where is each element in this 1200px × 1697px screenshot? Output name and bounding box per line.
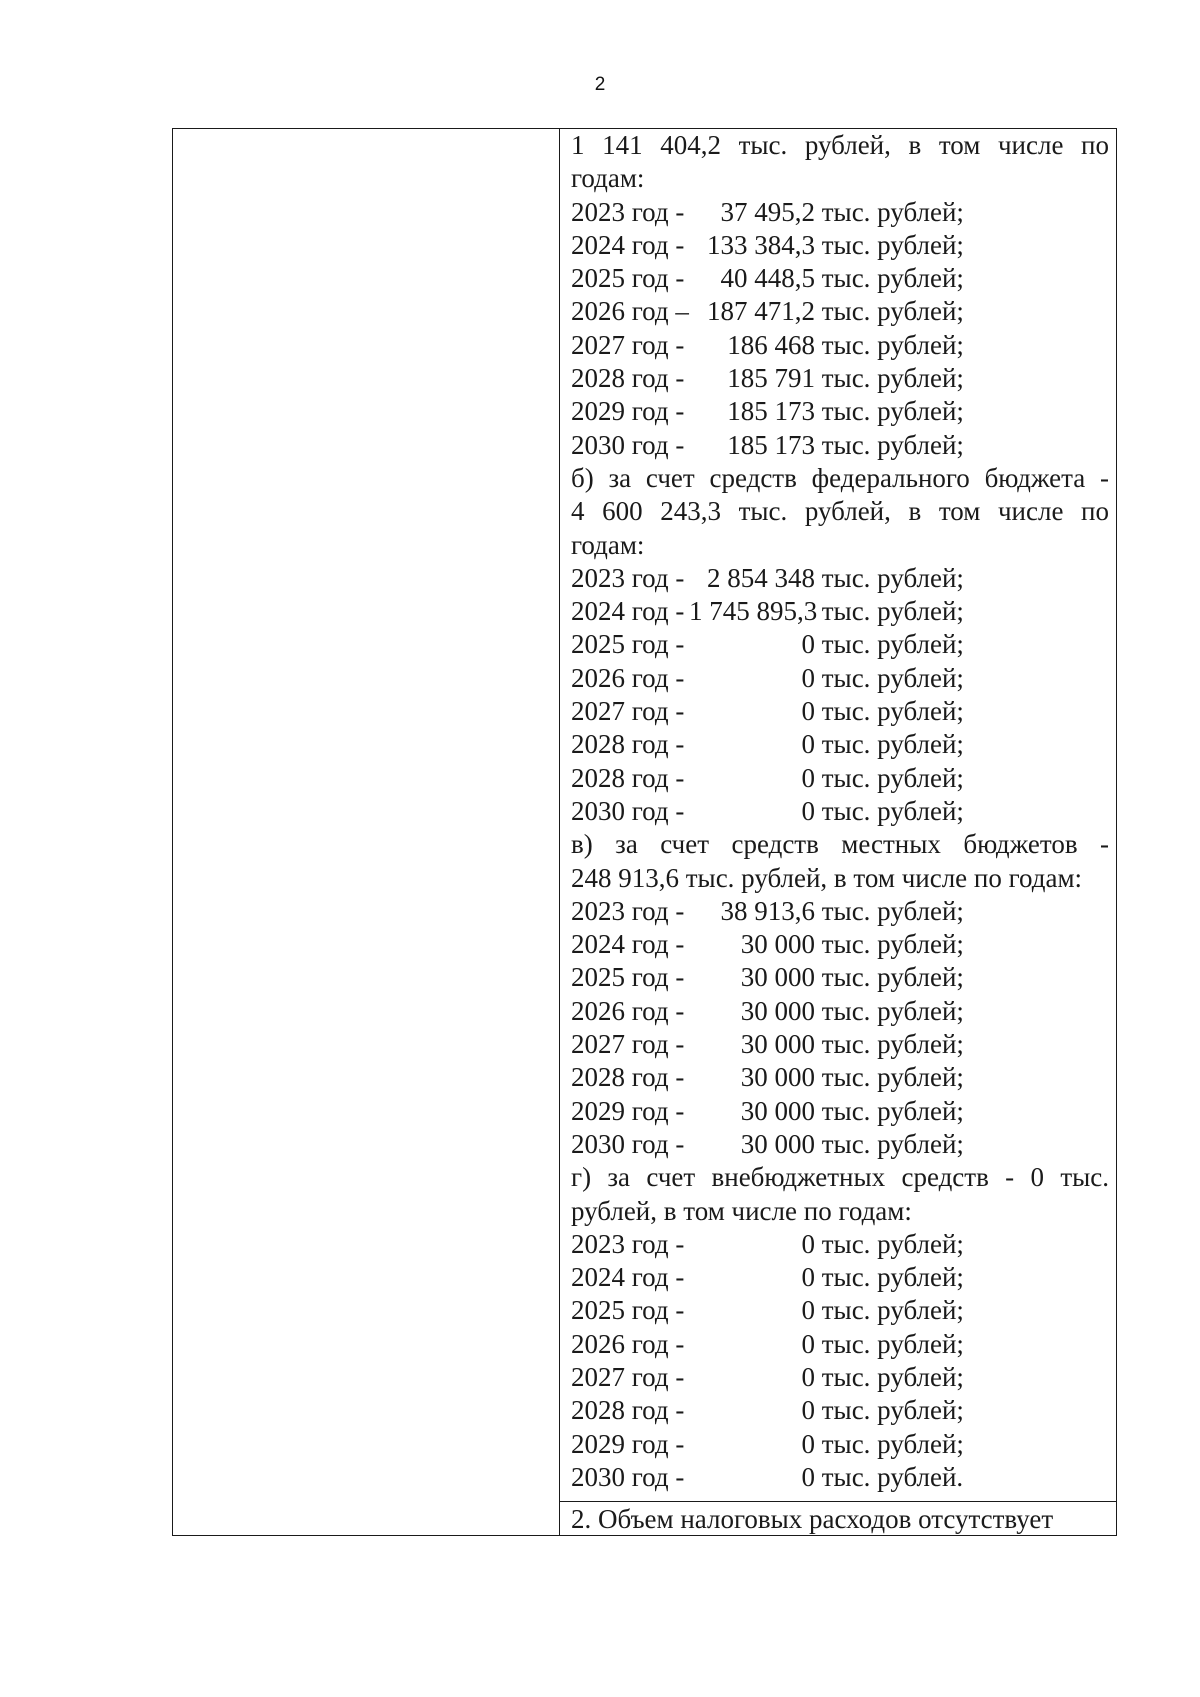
amount-unit: тыс. рублей;	[821, 962, 964, 993]
year-label: 2028 год -	[571, 363, 685, 394]
amount-unit: тыс. рублей;	[821, 1361, 964, 1392]
year-label: 2029 год -	[571, 396, 685, 427]
year-row	[571, 695, 1109, 728]
year-label: 2026 год –	[571, 296, 689, 327]
amount-unit: тыс. рублей.	[821, 1461, 964, 1492]
year-row	[571, 1128, 1109, 1161]
amount-value: 0	[801, 1428, 815, 1459]
year-row	[571, 728, 1109, 761]
year-row	[571, 329, 1109, 362]
year-row	[571, 662, 1109, 695]
amount-unit: тыс. рублей;	[821, 1395, 964, 1426]
amount-unit: тыс. рублей;	[821, 396, 964, 427]
year-label: 2028 год -	[571, 762, 685, 793]
amount-unit: тыс. рублей;	[821, 596, 964, 627]
amount-value: 186 468	[727, 329, 815, 360]
amount-unit: тыс. рублей;	[821, 229, 964, 260]
year-row	[571, 229, 1109, 262]
amount-value: 30 000	[740, 1095, 815, 1126]
amount-unit: тыс. рублей;	[821, 729, 964, 760]
amount-unit: тыс. рублей;	[821, 696, 964, 727]
year-label: 2026 год -	[571, 662, 685, 693]
year-row	[571, 1228, 1109, 1261]
amount-value: 38 913,6	[720, 895, 815, 926]
year-row	[571, 1061, 1109, 1094]
year-label: 2030 год -	[571, 429, 685, 460]
amount-unit: тыс. рублей;	[821, 429, 964, 460]
amount-value: 0	[801, 1461, 815, 1492]
year-label: 2026 год -	[571, 1328, 685, 1359]
amount-value: 0	[801, 729, 815, 760]
year-label: 2023 год -	[571, 1228, 685, 1259]
year-row	[571, 1261, 1109, 1294]
amount-value: 0	[801, 1295, 815, 1326]
year-label: 2030 год -	[571, 1461, 685, 1492]
amount-value: 30 000	[740, 1062, 815, 1093]
amount-value: 1 745 895,3	[689, 596, 818, 627]
year-label: 2029 год -	[571, 1095, 685, 1126]
amount-unit: тыс. рублей;	[821, 1262, 964, 1293]
year-row	[571, 1361, 1109, 1394]
amount-value: 185 173	[727, 429, 815, 460]
amount-unit: тыс. рублей;	[821, 929, 964, 960]
year-row	[571, 1428, 1109, 1461]
year-row	[571, 1028, 1109, 1061]
amount-value: 185 791	[727, 363, 815, 394]
amount-value: 133 384,3	[707, 229, 815, 260]
regional-years-caption: годам:	[571, 163, 645, 194]
amount-value: 0	[801, 762, 815, 793]
federal-total-line: 4 600 243,3 тыс. рублей, в том числе по	[571, 496, 1109, 527]
year-label: 2027 год -	[571, 1029, 685, 1060]
extrabudget-heading: г) за счет внебюджетных средств - 0 тыс.	[571, 1162, 1109, 1193]
year-label: 2030 год -	[571, 795, 685, 826]
year-label: 2024 год -	[571, 229, 685, 260]
year-label: 2024 год -	[571, 596, 685, 627]
amount-unit: тыс. рублей;	[821, 629, 964, 660]
amount-unit: тыс. рублей;	[821, 363, 964, 394]
year-row	[571, 395, 1109, 428]
year-row	[571, 1095, 1109, 1128]
local-rows	[571, 895, 1109, 1161]
amount-value: 187 471,2	[707, 296, 815, 327]
year-label: 2025 год -	[571, 629, 685, 660]
year-row	[571, 995, 1109, 1028]
year-label: 2028 год -	[571, 1395, 685, 1426]
year-row	[571, 1294, 1109, 1327]
year-row	[571, 295, 1109, 328]
year-row	[571, 362, 1109, 395]
amount-unit: тыс. рублей;	[821, 1062, 964, 1093]
year-row	[571, 429, 1109, 462]
year-row	[571, 762, 1109, 795]
amount-unit: тыс. рублей;	[821, 263, 964, 294]
amount-unit: тыс. рублей;	[821, 329, 964, 360]
extrabudget-total-line: рублей, в том числе по годам:	[571, 1195, 912, 1226]
amount-unit: тыс. рублей;	[821, 1128, 964, 1159]
amount-unit: тыс. рублей;	[821, 1029, 964, 1060]
tax-expenses-note: 2. Объем налоговых расходов отсутствует	[571, 1504, 1054, 1534]
amount-value: 0	[801, 1395, 815, 1426]
funding-table	[172, 128, 1117, 1536]
year-row	[571, 628, 1109, 661]
federal-years-caption: годам:	[571, 529, 645, 560]
amount-value: 30 000	[740, 962, 815, 993]
year-row	[571, 1394, 1109, 1427]
year-row	[571, 196, 1109, 229]
year-label: 2027 год -	[571, 1361, 685, 1392]
year-label: 2030 год -	[571, 1128, 685, 1159]
amount-value: 40 448,5	[720, 263, 815, 294]
year-label: 2024 год -	[571, 929, 685, 960]
year-row	[571, 928, 1109, 961]
row-divider	[559, 1501, 1116, 1502]
year-label: 2023 год -	[571, 895, 685, 926]
amount-unit: тыс. рублей;	[821, 895, 964, 926]
amount-value: 0	[801, 662, 815, 693]
year-row	[571, 262, 1109, 295]
year-label: 2028 год -	[571, 729, 685, 760]
amount-value: 30 000	[740, 1029, 815, 1060]
local-total-line: 248 913,6 тыс. рублей, в том числе по годам:	[571, 862, 1083, 893]
amount-value: 0	[801, 629, 815, 660]
year-label: 2024 год -	[571, 1262, 685, 1293]
column-divider	[559, 129, 560, 1535]
regional-rows	[571, 196, 1109, 462]
year-label: 2023 год -	[571, 196, 685, 227]
amount-value: 30 000	[740, 1128, 815, 1159]
local-heading: в) за счет средств местных бюджетов -	[571, 829, 1109, 860]
year-row	[571, 895, 1109, 928]
page-number: 2	[594, 74, 606, 95]
extrabudget-rows	[571, 1228, 1109, 1494]
amount-value: 30 000	[740, 995, 815, 1026]
amount-unit: тыс. рублей;	[821, 1095, 964, 1126]
year-label: 2025 год -	[571, 962, 685, 993]
amount-value: 0	[801, 1228, 815, 1259]
amount-value: 0	[801, 696, 815, 727]
amount-unit: тыс. рублей;	[821, 795, 964, 826]
year-row	[571, 562, 1109, 595]
amount-unit: тыс. рублей;	[821, 995, 964, 1026]
amount-value: 30 000	[740, 929, 815, 960]
year-label: 2027 год -	[571, 329, 685, 360]
amount-value: 37 495,2	[720, 196, 815, 227]
amount-unit: тыс. рублей;	[821, 1428, 964, 1459]
federal-rows	[571, 562, 1109, 828]
amount-value: 0	[801, 1262, 815, 1293]
year-label: 2025 год -	[571, 1295, 685, 1326]
amount-value: 2 854 348	[707, 562, 815, 593]
amount-unit: тыс. рублей;	[821, 762, 964, 793]
federal-heading: б) за счет средств федерального бюджета -	[571, 462, 1109, 493]
year-label: 2029 год -	[571, 1428, 685, 1459]
amount-unit: тыс. рублей;	[821, 1228, 964, 1259]
year-row	[571, 1461, 1109, 1494]
year-label: 2025 год -	[571, 263, 685, 294]
amount-unit: тыс. рублей;	[821, 562, 964, 593]
year-label: 2028 год -	[571, 1062, 685, 1093]
year-label: 2023 год -	[571, 562, 685, 593]
amount-unit: тыс. рублей;	[821, 196, 964, 227]
amount-unit: тыс. рублей;	[821, 296, 964, 327]
regional-total-line: 1 141 404,2 тыс. рублей, в том числе по	[571, 130, 1109, 160]
funding-details-cell	[571, 129, 1109, 1494]
year-row	[571, 961, 1109, 994]
year-row	[571, 595, 1109, 628]
amount-value: 185 173	[727, 396, 815, 427]
amount-value: 0	[801, 1328, 815, 1359]
amount-unit: тыс. рублей;	[821, 1295, 964, 1326]
amount-value: 0	[801, 795, 815, 826]
amount-unit: тыс. рублей;	[821, 1328, 964, 1359]
amount-unit: тыс. рублей;	[821, 662, 964, 693]
year-row	[571, 1328, 1109, 1361]
year-row	[571, 795, 1109, 828]
year-label: 2027 год -	[571, 696, 685, 727]
year-label: 2026 год -	[571, 995, 685, 1026]
amount-value: 0	[801, 1361, 815, 1392]
